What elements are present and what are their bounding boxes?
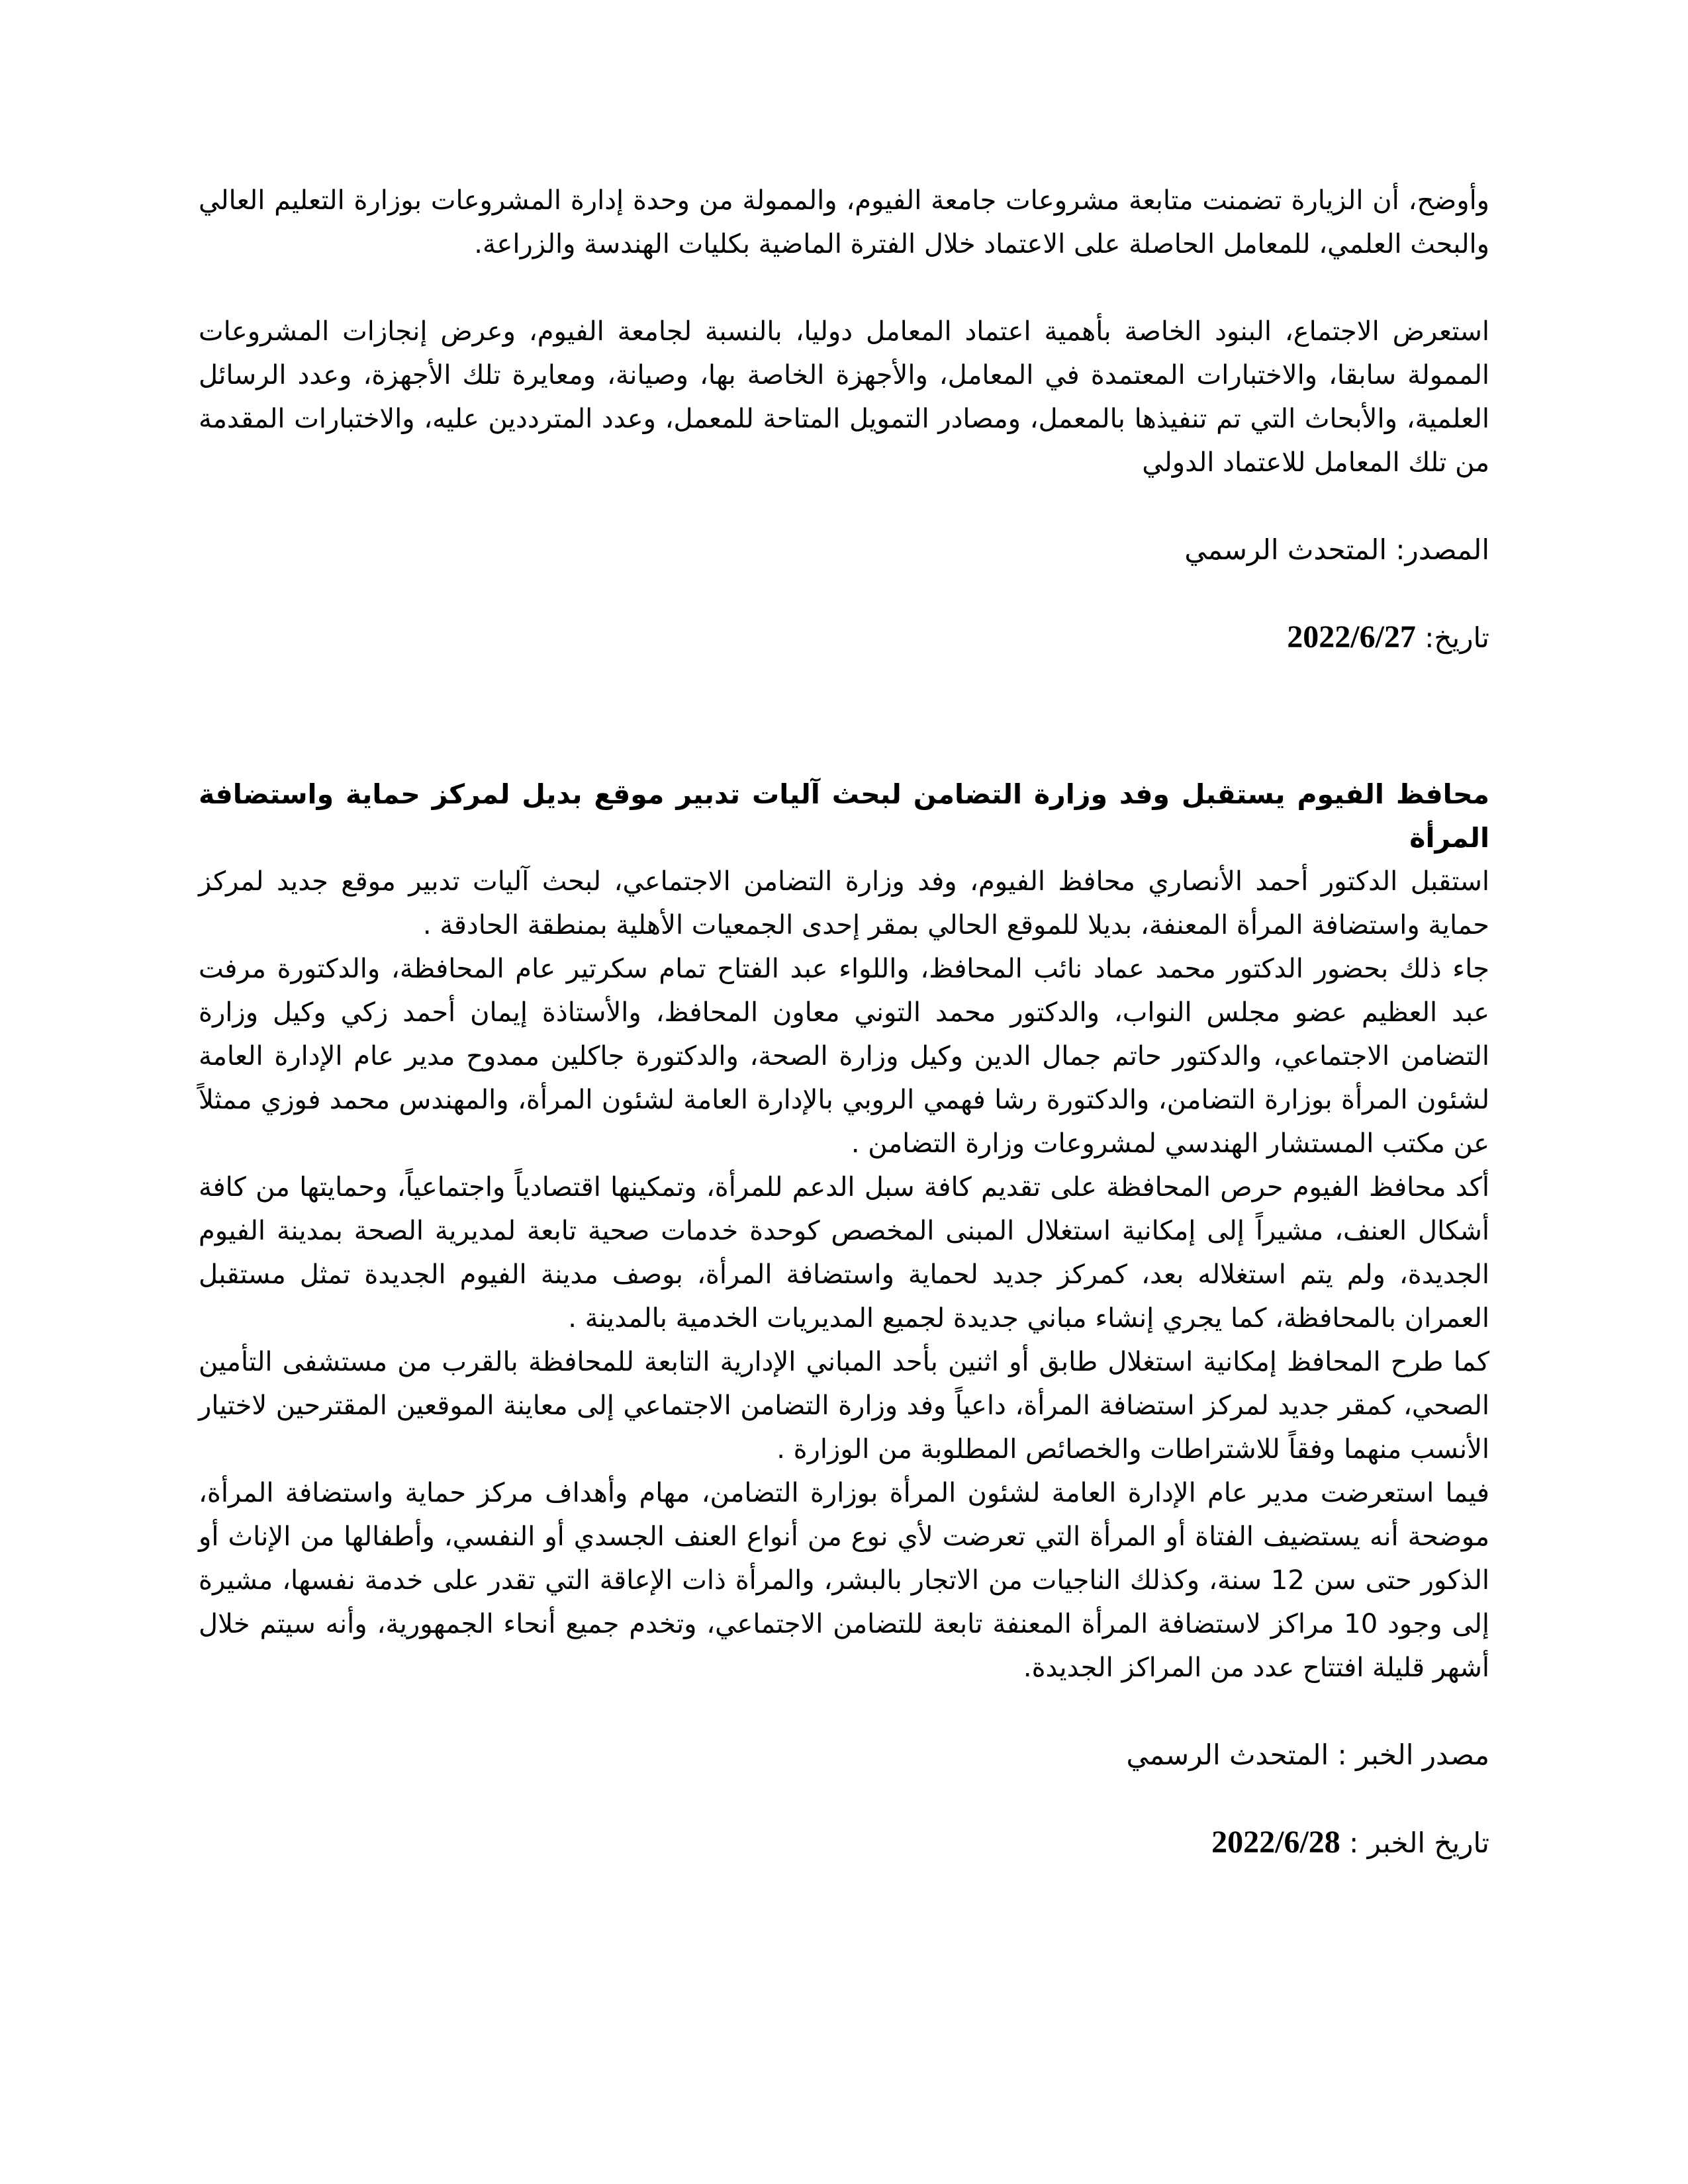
spacer — [199, 572, 1489, 615]
spacer — [199, 660, 1489, 772]
spacer — [199, 484, 1489, 528]
article2-headline: محافظ الفيوم يستقبل وفد وزارة التضامن لبحث آليات تدبير موقع بديل لمركز حماية واستضافة المرأة — [199, 778, 1489, 854]
article2-date-label: تاريخ الخبر : — [1349, 1827, 1489, 1859]
article1-date-value: 2022/6/27 — [1287, 619, 1416, 655]
spacer — [199, 266, 1489, 310]
article2-date-value: 2022/6/28 — [1211, 1825, 1340, 1860]
article2-paragraph-1: استقبل الدكتور أحمد الأنصاري محافظ الفيوم، وفد وزارة التضامن الاجتماعي، لبحث آليات تدبير موقع جديد لمركز حماية واستضافة المرأة المعنفة، بديلا للموقع الحالي بمقر إحدى الجمعيات الأهلية بمنطقة الحادقة . — [199, 866, 1489, 940]
article1-paragraph-1: وأوضح، أن الزيارة تضمنت متابعة مشروعات جامعة الفيوم، والممولة من وحدة إدارة المشروعات بوزارة التعليم العالي والبحث العلمي، للمعامل الحاصلة على الاعتماد خلال الفترة الماضية بكليات الهندسة والزراعة. — [199, 185, 1489, 259]
spacer — [199, 1777, 1489, 1821]
article2-date — [199, 1821, 1489, 1865]
article1-paragraph-2: استعرض الاجتماع، البنود الخاصة بأهمية اعتماد المعامل دوليا، بالنسبة لجامعة الفيوم، وعرض إنجازات المشروعات الممولة سابقا، والاختبارات المعتمدة في المعامل، والأجهزة الخاصة بها، وصيانة، ومعايرة تلك الأجهزة، وعدد الرسائل العلمية، والأبحاث التي تم تنفيذها بالمعمل، ومصادر التمويل المتاحة للمعمل، وعدد المترددين عليه، والاختبارات المقدمة من تلك المعامل للاعتماد الدولي — [199, 316, 1489, 478]
document-page — [199, 179, 1489, 1865]
article2-source: مصدر الخبر : المتحدث الرسمي — [1126, 1739, 1489, 1771]
article1-date-label: تاريخ: — [1425, 621, 1489, 654]
article1-source: المصدر: المتحدث الرسمي — [1184, 533, 1489, 566]
article2-paragraph-4: كما طرح المحافظ إمكانية استغلال طابق أو اثنين بأحد المباني الإدارية التابعة للمحافظة بالقرب من مستشفى التأمين الصحي، كمقر جديد لمركز استضافة المرأة، داعياً وفد وزارة التضامن الاجتماعي إلى معاينة الموقعين المقترحين لاختيار الأنسب منهما وفقاً للاشتراطات والخصائص المطلوبة من الوزارة . — [199, 1347, 1489, 1465]
article1-date — [199, 615, 1489, 660]
spacer — [199, 1690, 1489, 1733]
article2-paragraph-3: أكد محافظ الفيوم حرص المحافظة على تقديم كافة سبل الدعم للمرأة، وتمكينها اقتصادياً واجتماعياً، وحمايتها من كافة أشكال العنف، مشيراً إلى إمكانية استغلال المبنى المخصص كوحدة خدمات صحية تابعة لمديرية الصحة بمدينة الفيوم الجديدة، ولم يتم استغلاله بعد، كمركز جديد لحماية واستضافة المرأة، بوصف مدينة الفيوم الجديدة تمثل مستقبل العمران بالمحافظة، كما يجري إنشاء مباني جديدة لجميع المديريات الخدمية بالمدينة . — [199, 1172, 1489, 1334]
article2-paragraph-5: فيما استعرضت مدير عام الإدارة العامة لشئون المرأة بوزارة التضامن، مهام وأهداف مركز حماية واستضافة المرأة، موضحة أنه يستضيف الفتاة أو المرأة التي تعرضت لأي نوع من أنواع العنف الجسدي أو النفسي، وأطفالها من الإناث أو الذكور حتى سن 12 سنة، وكذلك الناجيات من الاتجار بالبشر، والمرأة ذات الإعاقة التي تقدر على خدمة نفسها، مشيرة إلى وجود 10 مراكز لاستضافة المرأة المعنفة تابعة للتضامن الاجتماعي، وتخدم جميع أنحاء الجمهورية، وأنه سيتم خلال أشهر قليلة افتتاح عدد من المراكز الجديدة. — [199, 1478, 1489, 1683]
article2-paragraph-2: جاء ذلك بحضور الدكتور محمد عماد نائب المحافظ، واللواء عبد الفتاح تمام سكرتير عام المحافظة، والدكتورة مرفت عبد العظيم عضو مجلس النواب، والدكتور محمد التوني معاون المحافظ، والأستاذة إيمان أحمد زكي وكيل وزارة التضامن الاجتماعي، والدكتور حاتم جمال الدين وكيل وزارة الصحة، والدكتورة جاكلين ممدوح مدير عام الإدارة العامة لشئون المرأة بوزارة التضامن، والدكتورة رشا فهمي الروبي بالإدارة العامة لشئون المرأة، والمهندس محمد فوزي ممثلاً عن مكتب المستشار الهندسي لمشروعات وزارة التضامن . — [199, 954, 1489, 1159]
